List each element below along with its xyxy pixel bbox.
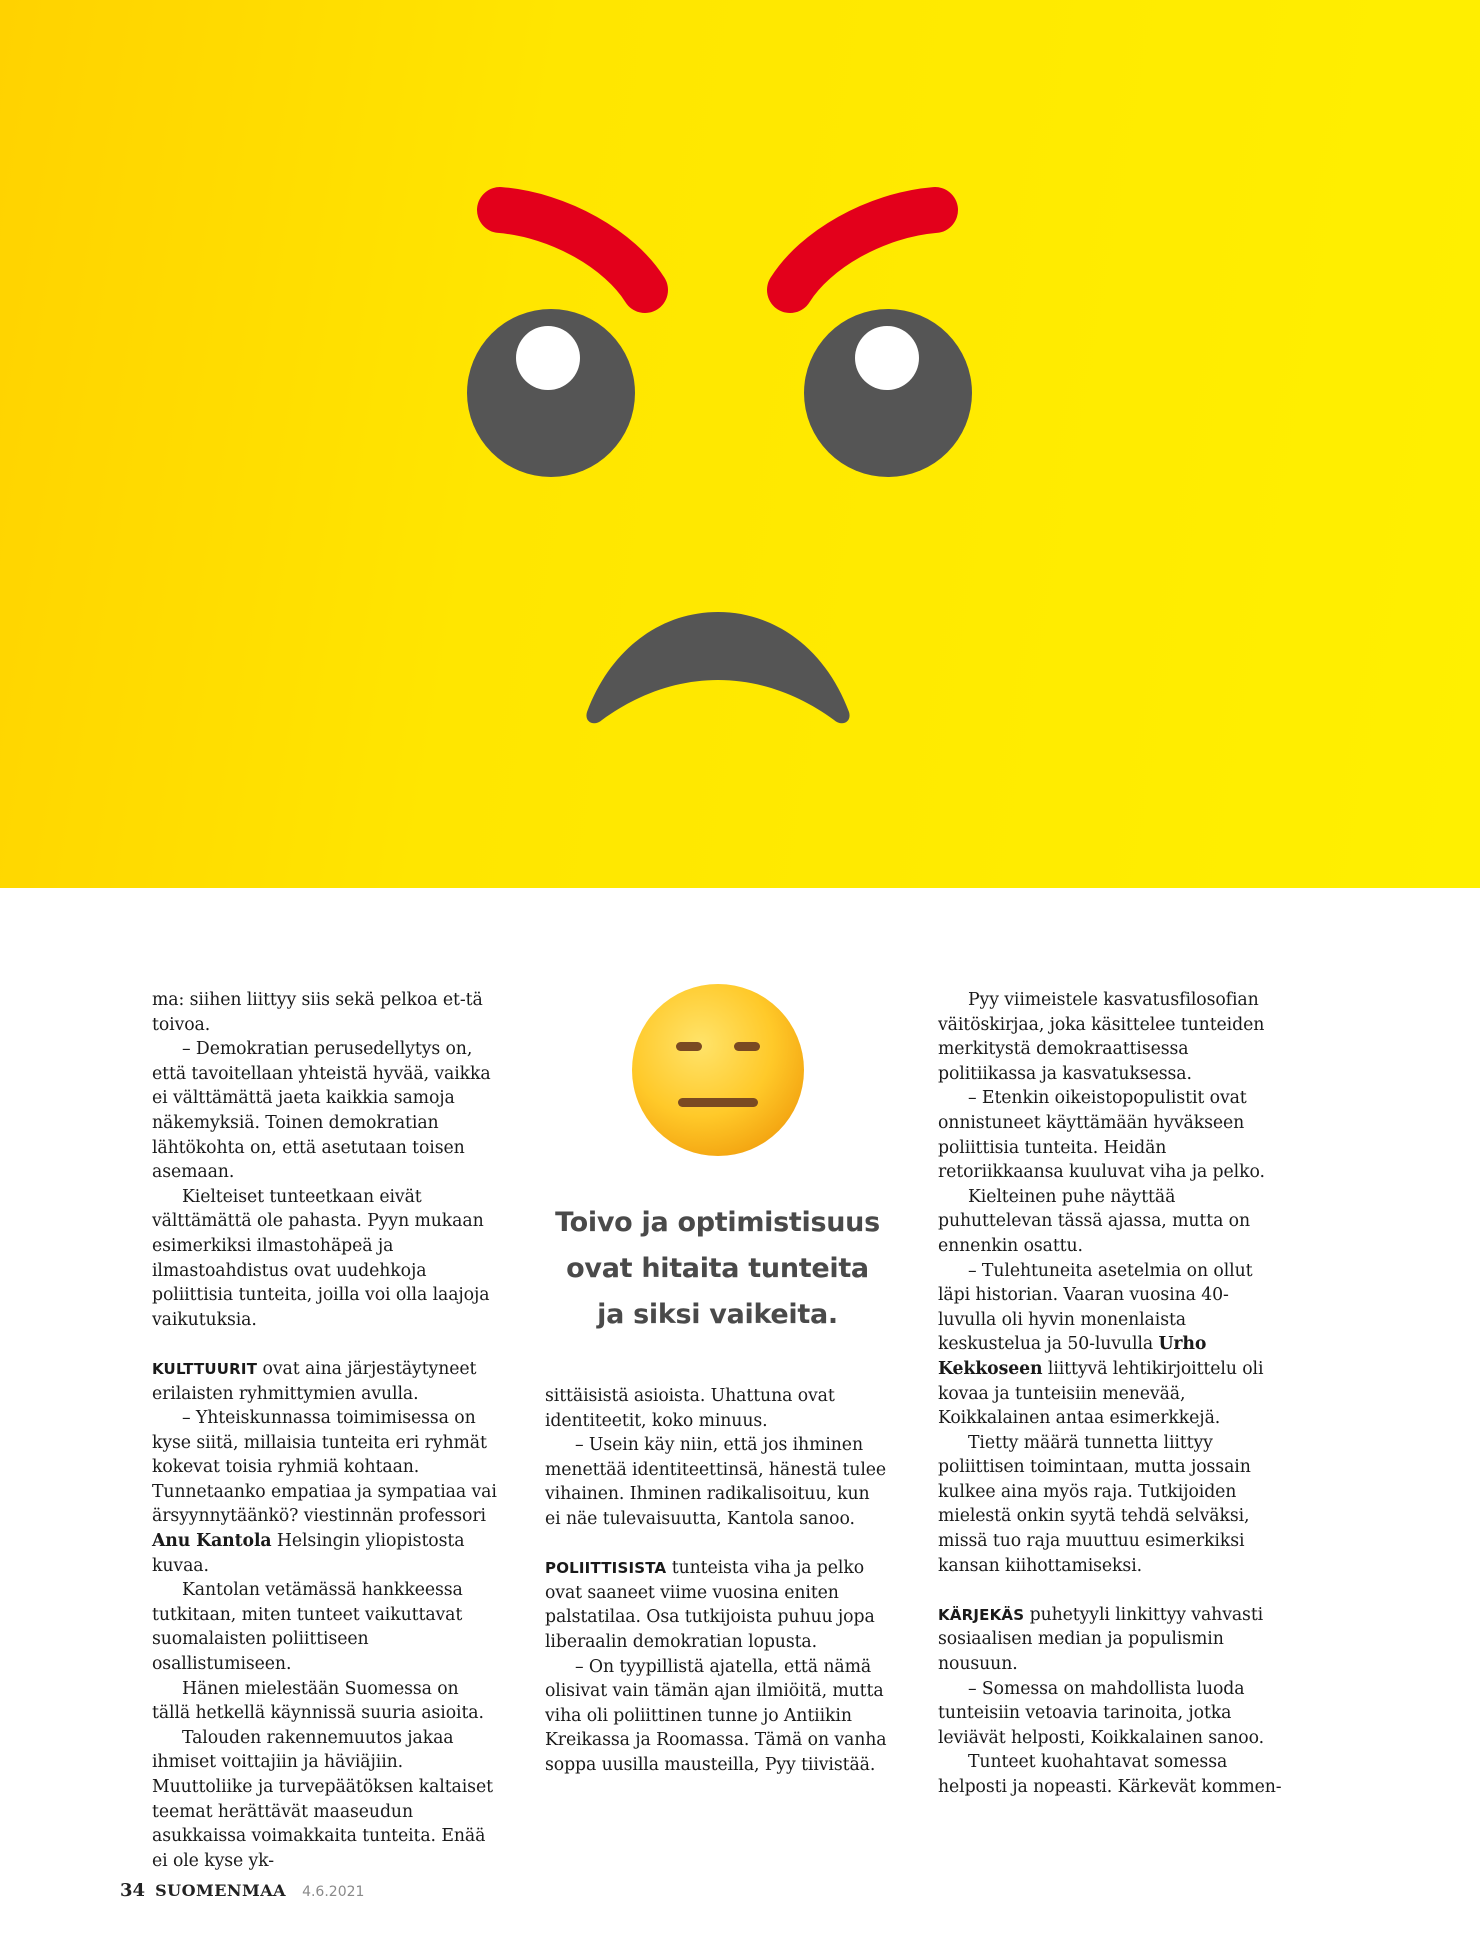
article-column-2 bbox=[545, 1384, 890, 1778]
person-name: Anu Kantola bbox=[152, 1531, 272, 1552]
issue-date: 4.6.2021 bbox=[302, 1884, 365, 1900]
paragraph: Hänen mielestään Suomessa on tällä hetkellä käynnissä suuria asioita. bbox=[152, 1678, 484, 1724]
paragraph: Tunteet kuohahtavat somessa helposti ja nopeasti. Kärkevät kommen- bbox=[938, 1752, 1282, 1797]
page-number: 34 bbox=[120, 1880, 146, 1901]
eyebrow-right-icon bbox=[790, 210, 935, 290]
paragraph-with-lead: POLIITTISISTA tunteista viha ja pelko ovat saaneet viime vuosina eniten palstatilaa. Osa tutkijoista puhuu jopa liberaalin demokratian lopusta. bbox=[545, 1558, 875, 1652]
paragraph-with-lead: KULTTUURIT ovat aina järjestäytyneet erilaisten ryhmittymien avulla. bbox=[152, 1358, 477, 1404]
paragraph: – Tulehtuneita asetelmia on ollut läpi historian. Vaaran vuosina 40-luvulla oli hyvin monenlaista keskustelua ja 50-luvulla Urho Kekkoseen liittyvä lehtikirjoittelu oli kovaa ja tunteisiin menevää, Koikkalainen antaa esimerkkejä. bbox=[938, 1260, 1264, 1429]
paragraph: Kantolan vetämässä hankkeessa tutkitaan, miten tunteet vaikuttavat suomalaisten poliittiseen osallistumiseen. bbox=[152, 1580, 463, 1675]
section-lead-word: KULTTUURIT bbox=[152, 1359, 258, 1378]
pull-quote-line: ja siksi vaikeita. bbox=[597, 1299, 838, 1330]
paragraph: – Etenkin oikeistopopulistit ovat onnistuneet käyttämään hyväkseen poliittisia tunteita. Heidän retoriikkaansa kuuluvat viha ja pelko. bbox=[938, 1088, 1265, 1183]
paragraph: Kielteiset tunteetkaan eivät välttämättä ole pahasta. Pyyn mukaan esimerkiksi ilmastohäpeä ja ilmastoahdistus ovat uudehkoja poliittisia tunteita, joilla voi olla laajoja vaikutuksia. bbox=[152, 1186, 490, 1330]
eye-left-icon bbox=[467, 309, 635, 477]
paragraph: – Yhteiskunnassa toimimisessa on kyse siitä, millaisia tunteita eri ryhmät kokevat toisia ryhmiä kohtaan. Tunnetaanko empatiaa ja sympatiaa vai ärsyynnytäänkö? viestinnän professori Anu Kantola Helsingin yliopistosta kuvaa. bbox=[152, 1408, 497, 1576]
pull-quote-line: ovat hitaita tunteita bbox=[566, 1253, 869, 1284]
article-column-3 bbox=[938, 988, 1283, 1800]
paragraph: – Somessa on mahdollista luoda tunteisiin vetoavia tarinoita, jotka leviävät helposti, Koikkalainen sanoo. bbox=[938, 1678, 1264, 1748]
paragraph: Pyy viimeistele kasvatusfilosofian väitöskirjaa, joka käsittelee tunteiden merkitystä demokraattisessa politiikassa ja kasvatuksessa. bbox=[938, 990, 1265, 1084]
hero-illustration bbox=[0, 0, 1480, 888]
paragraph-with-lead: KÄRJEKÄS puhetyyli linkittyy vahvasti sosiaalisen median ja populismin nousuun. bbox=[938, 1604, 1264, 1675]
paragraph: Kielteinen puhe näyttää puhuttelevan tässä ajassa, mutta on ennenkin osattu. bbox=[938, 1186, 1251, 1256]
pull-quote bbox=[530, 1200, 905, 1338]
magazine-name: SUOMENMAA bbox=[155, 1881, 287, 1900]
section-lead-word: KÄRJEKÄS bbox=[938, 1605, 1025, 1624]
article-column-1 bbox=[152, 988, 497, 1873]
paragraph: Talouden rakennemuutos jakaa ihmiset voittajiin ja häviäjiin. Muuttoliike ja turvepäätöksen kaltaiset teemat herättävät maaseudun asukkaissa voimakkaita tunteita. Enää ei ole kyse yk- bbox=[152, 1727, 493, 1871]
paragraph: – Demokratian perusedellytys on, että tavoitellaan yhteistä hyvää, vaikka ei välttämättä jaeta kaikkia samoja näkemyksiä. Toinen demokratian lähtökohta on, että asetutaan toisen asemaan. bbox=[152, 1039, 491, 1183]
eyebrow-left-icon bbox=[500, 210, 645, 290]
paragraph: ma: siihen liittyy siis sekä pelkoa et-tä toivoa. bbox=[152, 990, 483, 1035]
eye-right-icon bbox=[804, 309, 972, 477]
paragraph: – On tyypillistä ajatella, että nämä olisivat vain tämän ajan ilmiöitä, mutta viha oli poliittinen tunne jo Antiikin Kreikassa ja Roomassa. Tämä on vanha soppa uusilla mausteilla, Pyy tiivistää. bbox=[545, 1656, 887, 1775]
angry-face-icon bbox=[0, 0, 1480, 888]
page-footer bbox=[120, 1880, 364, 1901]
section-lead-word: POLIITTISISTA bbox=[545, 1559, 667, 1578]
neutral-face-emoji-icon bbox=[628, 980, 808, 1164]
paragraph: Tietty määrä tunnetta liittyy poliittisen toimintaan, mutta jossain kulkee aina myös raja. Tutkijoiden mielestä onkin syytä tehdä selväksi, missä tuo raja muuttuu esimerkiksi kansan kiihottamiseksi. bbox=[938, 1432, 1251, 1576]
paragraph: sittäisistä asioista. Uhattuna ovat identiteetit, koko minuus. bbox=[545, 1386, 835, 1431]
pull-quote-line: Toivo ja optimistisuus bbox=[555, 1207, 880, 1238]
paragraph: – Usein käy niin, että jos ihminen menettää identiteettinsä, hänestä tulee vihainen. Ihminen radikalisoituu, kun ei näe tulevaisuutta, Kantola sanoo. bbox=[545, 1435, 887, 1529]
person-name: Urho Kekkoseen bbox=[938, 1334, 1207, 1379]
frown-mouth-icon bbox=[586, 612, 849, 723]
